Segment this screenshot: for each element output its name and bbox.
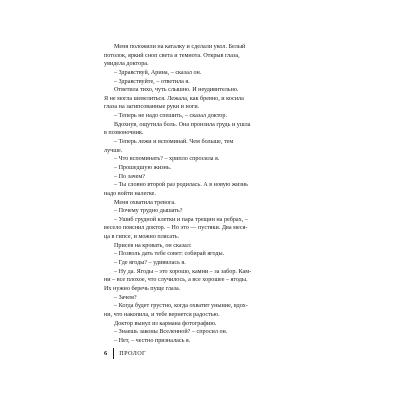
text-line: – Ушиб грудной клетки и пара трещин на ребрах, – (114, 216, 248, 223)
page-footer (104, 348, 146, 358)
text-line: ни – все плохое, что случилось, а все хорошее – ягоды. (104, 277, 248, 284)
text-line: – Теперь не надо спешить, – сказал доктор. (114, 113, 227, 120)
text-line: Ответила тихо, чуть слышно. И неудивительно. (114, 87, 239, 94)
body-text (104, 43, 304, 345)
text-line: Вдохнув, ощутила боль. Она пронзила грудь и ушла (114, 121, 251, 128)
text-line: ца в гипсе, и можно плясать. (104, 234, 179, 241)
text-line: – Теперь лежи и вспоминай. Чем больше, тем (114, 139, 234, 146)
text-line: увидела доктора. (104, 61, 149, 68)
text-line: – Нет, – честно призналась я. (114, 337, 191, 344)
text-line: – Где ягоды? – удивилась я. (114, 260, 186, 267)
running-head: ПРОЛОГ (119, 349, 147, 357)
text-line: – Здравствуй, Арина, – сказал он. (114, 69, 202, 76)
text-line: – Когда будет грустно, когда охватит уныние, вдох- (114, 303, 248, 310)
text-line: Меня охватила тревога. (114, 199, 176, 206)
text-line: – Ну да. Ягоды – это хорошо, камни – за забор. Кам- (114, 268, 252, 275)
text-line: ни, что накопила, и тебе вернется радостью. (104, 311, 220, 318)
text-line: потолок, яркий сноп света и темнота. Открыв глаза, (104, 52, 240, 59)
text-line: – Здравствуйте, – ответила я. (114, 78, 190, 85)
text-line: Доктор вынул из кармана фотографию. (114, 320, 217, 327)
text-line: глаза на загипсованные руки и ноги. (104, 104, 200, 111)
text-line: – Знаешь законы Вселенной? – спросил он. (114, 329, 228, 336)
text-line: – Прошедшую жизнь. (114, 164, 172, 171)
text-line: Меня положили на каталку и сделали укол. Белый (114, 44, 246, 50)
text-line: лучше. (104, 147, 123, 154)
footer-divider (113, 348, 114, 359)
text-line: весело пояснил доктор. – Но это — пустяки. Два меся- (104, 225, 248, 232)
text-line: – По зачем? (114, 173, 145, 180)
page-number: 6 (104, 349, 108, 357)
text-line: – Ты словно второй раз родилась. А в новую жизнь (114, 182, 248, 189)
text-line: надо войти налегке. (104, 190, 156, 197)
text-line: – Почему трудно дышать? (114, 208, 183, 215)
text-line: Их нужно беречь пуще глаза. (104, 285, 181, 292)
text-line: – Зачем? (114, 294, 137, 301)
text-line: – Позволь дать тебе совет: собирай ягоды. (114, 251, 225, 258)
text-line: в позвоночник. (104, 130, 144, 137)
text-line: Я не могла шевелиться. Лежала, как бревно, и косила (104, 95, 244, 102)
text-line: Присев на кровать, он сказал: (114, 242, 192, 249)
text-line: – Что вспоминать? – хрипло спросила я. (114, 156, 220, 163)
